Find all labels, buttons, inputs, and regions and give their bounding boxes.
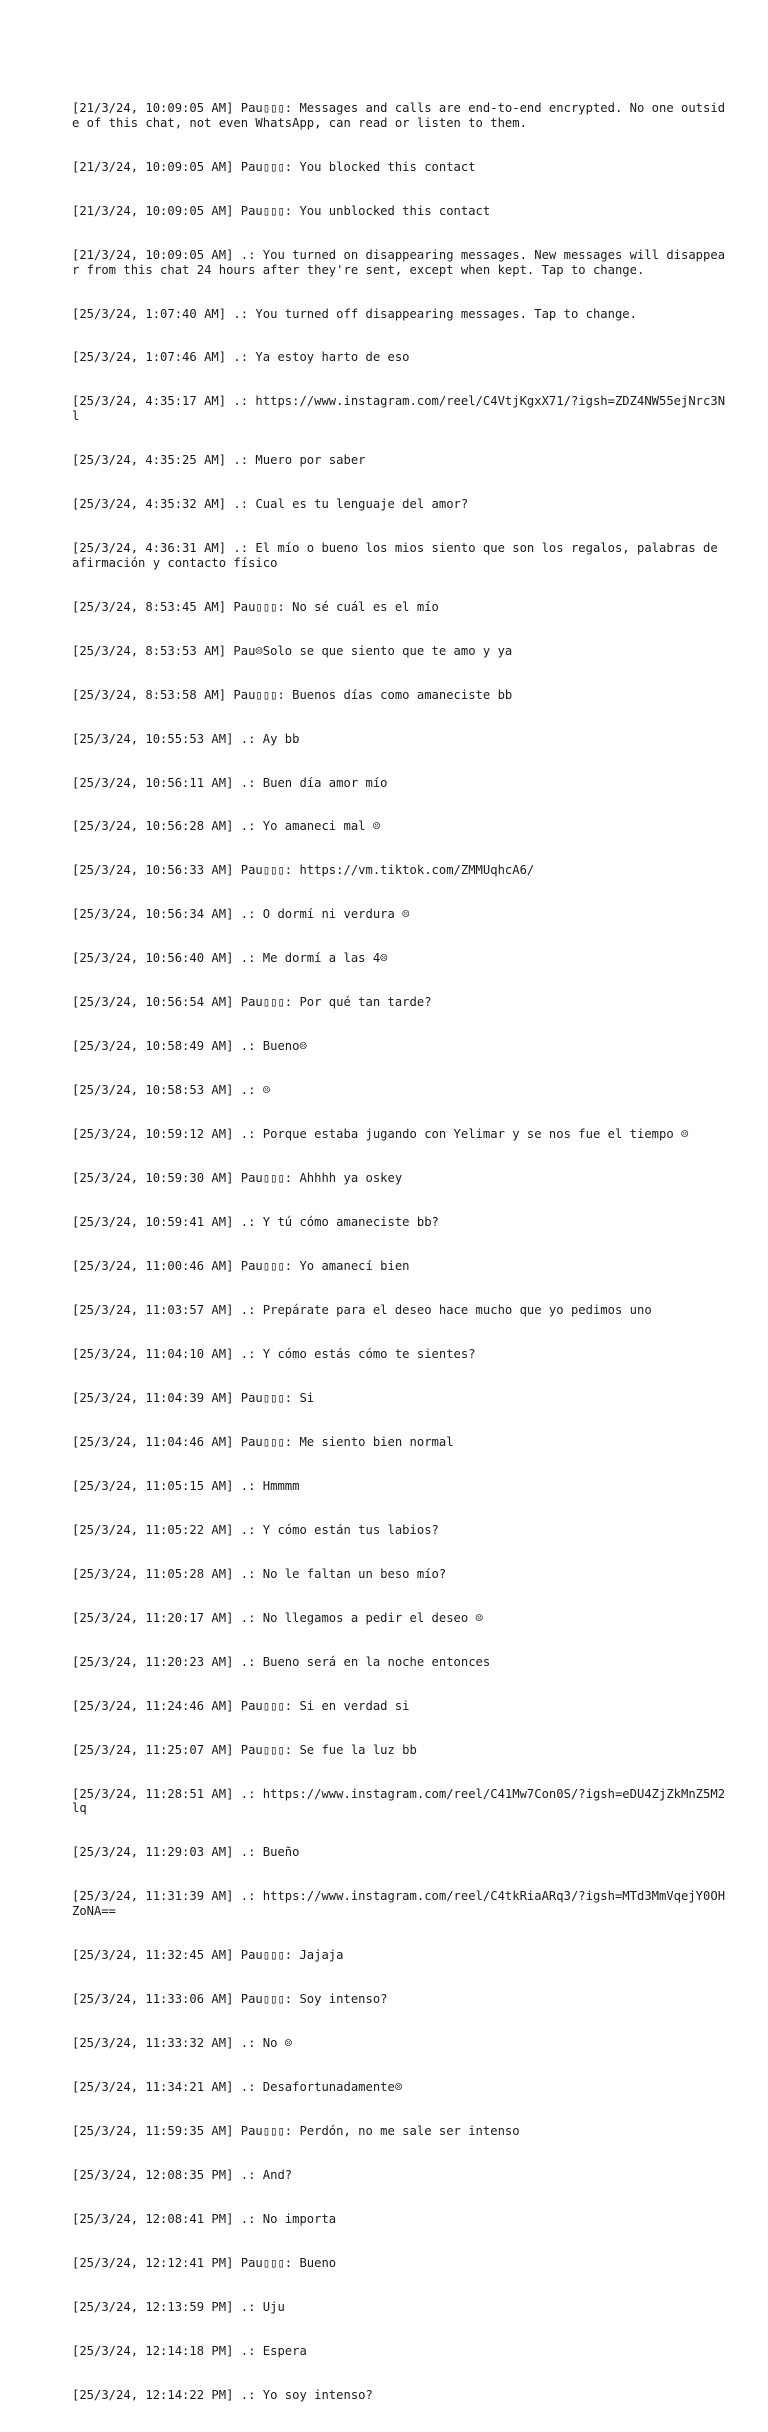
chat-line: [25/3/24, 12:14:18 PM] .: Espera bbox=[72, 2343, 307, 2358]
chat-line: [25/3/24, 4:35:32 AM] .: Cual es tu lenguaje del amor? bbox=[72, 497, 469, 512]
chat-line: [25/3/24, 11:24:46 AM] Pau▯▯▯: Si en verdad si bbox=[72, 1698, 410, 1713]
chat-line: [25/3/24, 11:33:32 AM] .: No ☹ bbox=[72, 2035, 293, 2050]
chat-line: [25/3/24, 10:59:41 AM] .: Y tú cómo amaneciste bb? bbox=[72, 1215, 439, 1230]
chat-line: [25/3/24, 11:34:21 AM] .: Desafortunadamente☹ bbox=[72, 2079, 403, 2094]
chat-line: [25/3/24, 11:03:57 AM] .: Prepárate para el deseo hace mucho que yo pedimos uno bbox=[72, 1303, 652, 1318]
chat-line: [25/3/24, 10:55:53 AM] .: Ay bb bbox=[72, 731, 300, 746]
chat-line: [25/3/24, 10:56:11 AM] .: Buen día amor mío bbox=[72, 775, 388, 790]
chat-line: [25/3/24, 11:31:39 AM] .: https://www.instagram.com/reel/C4tkRiaARq3/?igsh=MTd3MmVqejY0OHZoNA== bbox=[72, 1889, 726, 1919]
chat-line: [25/3/24, 11:05:28 AM] .: No le faltan un beso mío? bbox=[72, 1566, 447, 1581]
chat-line: [21/3/24, 10:09:05 AM] Pau▯▯▯: You unblocked this contact bbox=[72, 203, 491, 218]
chat-line: [25/3/24, 11:00:46 AM] Pau▯▯▯: Yo amanecí bien bbox=[72, 1259, 410, 1274]
chat-line: [21/3/24, 10:09:05 AM] Pau▯▯▯: You blocked this contact bbox=[72, 159, 476, 174]
chat-line: [25/3/24, 10:56:54 AM] Pau▯▯▯: Por qué tan tarde? bbox=[72, 995, 432, 1010]
chat-line: [25/3/24, 10:56:28 AM] .: Yo amaneci mal ☹ bbox=[72, 819, 381, 834]
chat-line: [21/3/24, 10:09:05 AM] .: You turned on disappearing messages. New messages will disappear from this chat 24 hours after they're sent, except when kept. Tap to change. bbox=[72, 247, 726, 277]
chat-line: [25/3/24, 10:58:53 AM] .: ☹ bbox=[72, 1083, 271, 1098]
chat-line: [25/3/24, 11:32:45 AM] Pau▯▯▯: Jajaja bbox=[72, 1948, 344, 1962]
chat-line: [25/3/24, 4:35:17 AM] .: https://www.instagram.com/reel/C4VtjKgxX71/?igsh=ZDZ4NW55ejNrc3Nl bbox=[72, 394, 726, 424]
chat-line: [25/3/24, 8:53:58 AM] Pau▯▯▯: Buenos días como amaneciste bb bbox=[72, 687, 513, 702]
chat-line: [25/3/24, 12:08:35 PM] .: And? bbox=[72, 2167, 293, 2182]
chat-line: [25/3/24, 10:56:33 AM] Pau▯▯▯: https://vm.tiktok.com/ZMMUqhcA6/ bbox=[72, 863, 535, 878]
chat-line: [25/3/24, 11:29:03 AM] .: Bueño bbox=[72, 1845, 300, 1860]
chat-line: [25/3/24, 10:56:40 AM] .: Me dormí a las 4☹ bbox=[72, 951, 388, 966]
chat-line: [25/3/24, 11:20:23 AM] .: Bueno será en la noche entonces bbox=[72, 1654, 491, 1669]
chat-line: [25/3/24, 11:28:51 AM] .: https://www.instagram.com/reel/C41Mw7Con0S/?igsh=eDU4ZjZkMnZ5M2lq bbox=[72, 1786, 726, 1816]
chat-line: [25/3/24, 10:56:34 AM] .: O dormí ni verdura ☹ bbox=[72, 907, 410, 922]
chat-line: [25/3/24, 10:59:30 AM] Pau▯▯▯: Ahhhh ya oskey bbox=[72, 1171, 403, 1186]
chat-line: [25/3/24, 11:20:17 AM] .: No llegamos a pedir el deseo ☹ bbox=[72, 1610, 483, 1625]
chat-line: [25/3/24, 12:08:41 PM] .: No importa bbox=[72, 2211, 337, 2226]
chat-line: [25/3/24, 1:07:46 AM] .: Ya estoy harto de eso bbox=[72, 350, 410, 365]
chat-line: [25/3/24, 11:59:35 AM] Pau▯▯▯: Perdón, no me sale ser intenso bbox=[72, 2123, 520, 2138]
chat-line: [25/3/24, 12:12:41 PM] Pau▯▯▯: Bueno bbox=[72, 2255, 337, 2270]
chat-line: [25/3/24, 10:59:12 AM] .: Porque estaba jugando con Yelimar y se nos fue el tiempo ☹ bbox=[72, 1127, 689, 1142]
chat-line: [25/3/24, 12:13:59 PM] .: Uju bbox=[72, 2299, 285, 2314]
chat-line: [25/3/24, 11:25:07 AM] Pau▯▯▯: Se fue la luz bb bbox=[72, 1742, 417, 1757]
chat-line: [25/3/24, 8:53:53 AM] Pau☹Solo se que siento que te amo y ya bbox=[72, 643, 513, 658]
chat-line: [25/3/24, 8:53:45 AM] Pau▯▯▯: No sé cuál es el mío bbox=[72, 599, 439, 614]
chat-line: [25/3/24, 11:04:10 AM] .: Y cómo estás cómo te sientes? bbox=[72, 1347, 476, 1362]
chat-line: [25/3/24, 10:58:49 AM] .: Bueno☹ bbox=[72, 1039, 307, 1054]
chat-line: [25/3/24, 12:14:22 PM] .: Yo soy intenso? bbox=[72, 2387, 373, 2402]
chat-line: [25/3/24, 4:36:31 AM] .: El mío o bueno los mios siento que son los regalos, palabras de afirmación y contacto físico bbox=[72, 541, 726, 570]
chat-export-log bbox=[72, 72, 728, 2432]
chat-line: [25/3/24, 11:05:15 AM] .: Hmmmm bbox=[72, 1479, 300, 1493]
chat-line: [25/3/24, 11:05:22 AM] .: Y cómo están tus labios? bbox=[72, 1522, 439, 1537]
chat-line: [21/3/24, 10:09:05 AM] Pau▯▯▯: Messages and calls are end-to-end encrypted. No one outside of this chat, not even WhatsApp, can read or listen to them. bbox=[72, 101, 726, 130]
chat-line: [25/3/24, 11:33:06 AM] Pau▯▯▯: Soy intenso? bbox=[72, 1991, 388, 2006]
chat-line: [25/3/24, 11:04:46 AM] Pau▯▯▯: Me siento bien normal bbox=[72, 1435, 454, 1450]
chat-line: [25/3/24, 1:07:40 AM] .: You turned off disappearing messages. Tap to change. bbox=[72, 306, 637, 321]
chat-line: [25/3/24, 4:35:25 AM] .: Muero por saber bbox=[72, 453, 366, 468]
chat-line: [25/3/24, 11:04:39 AM] Pau▯▯▯: Si bbox=[72, 1391, 315, 1406]
